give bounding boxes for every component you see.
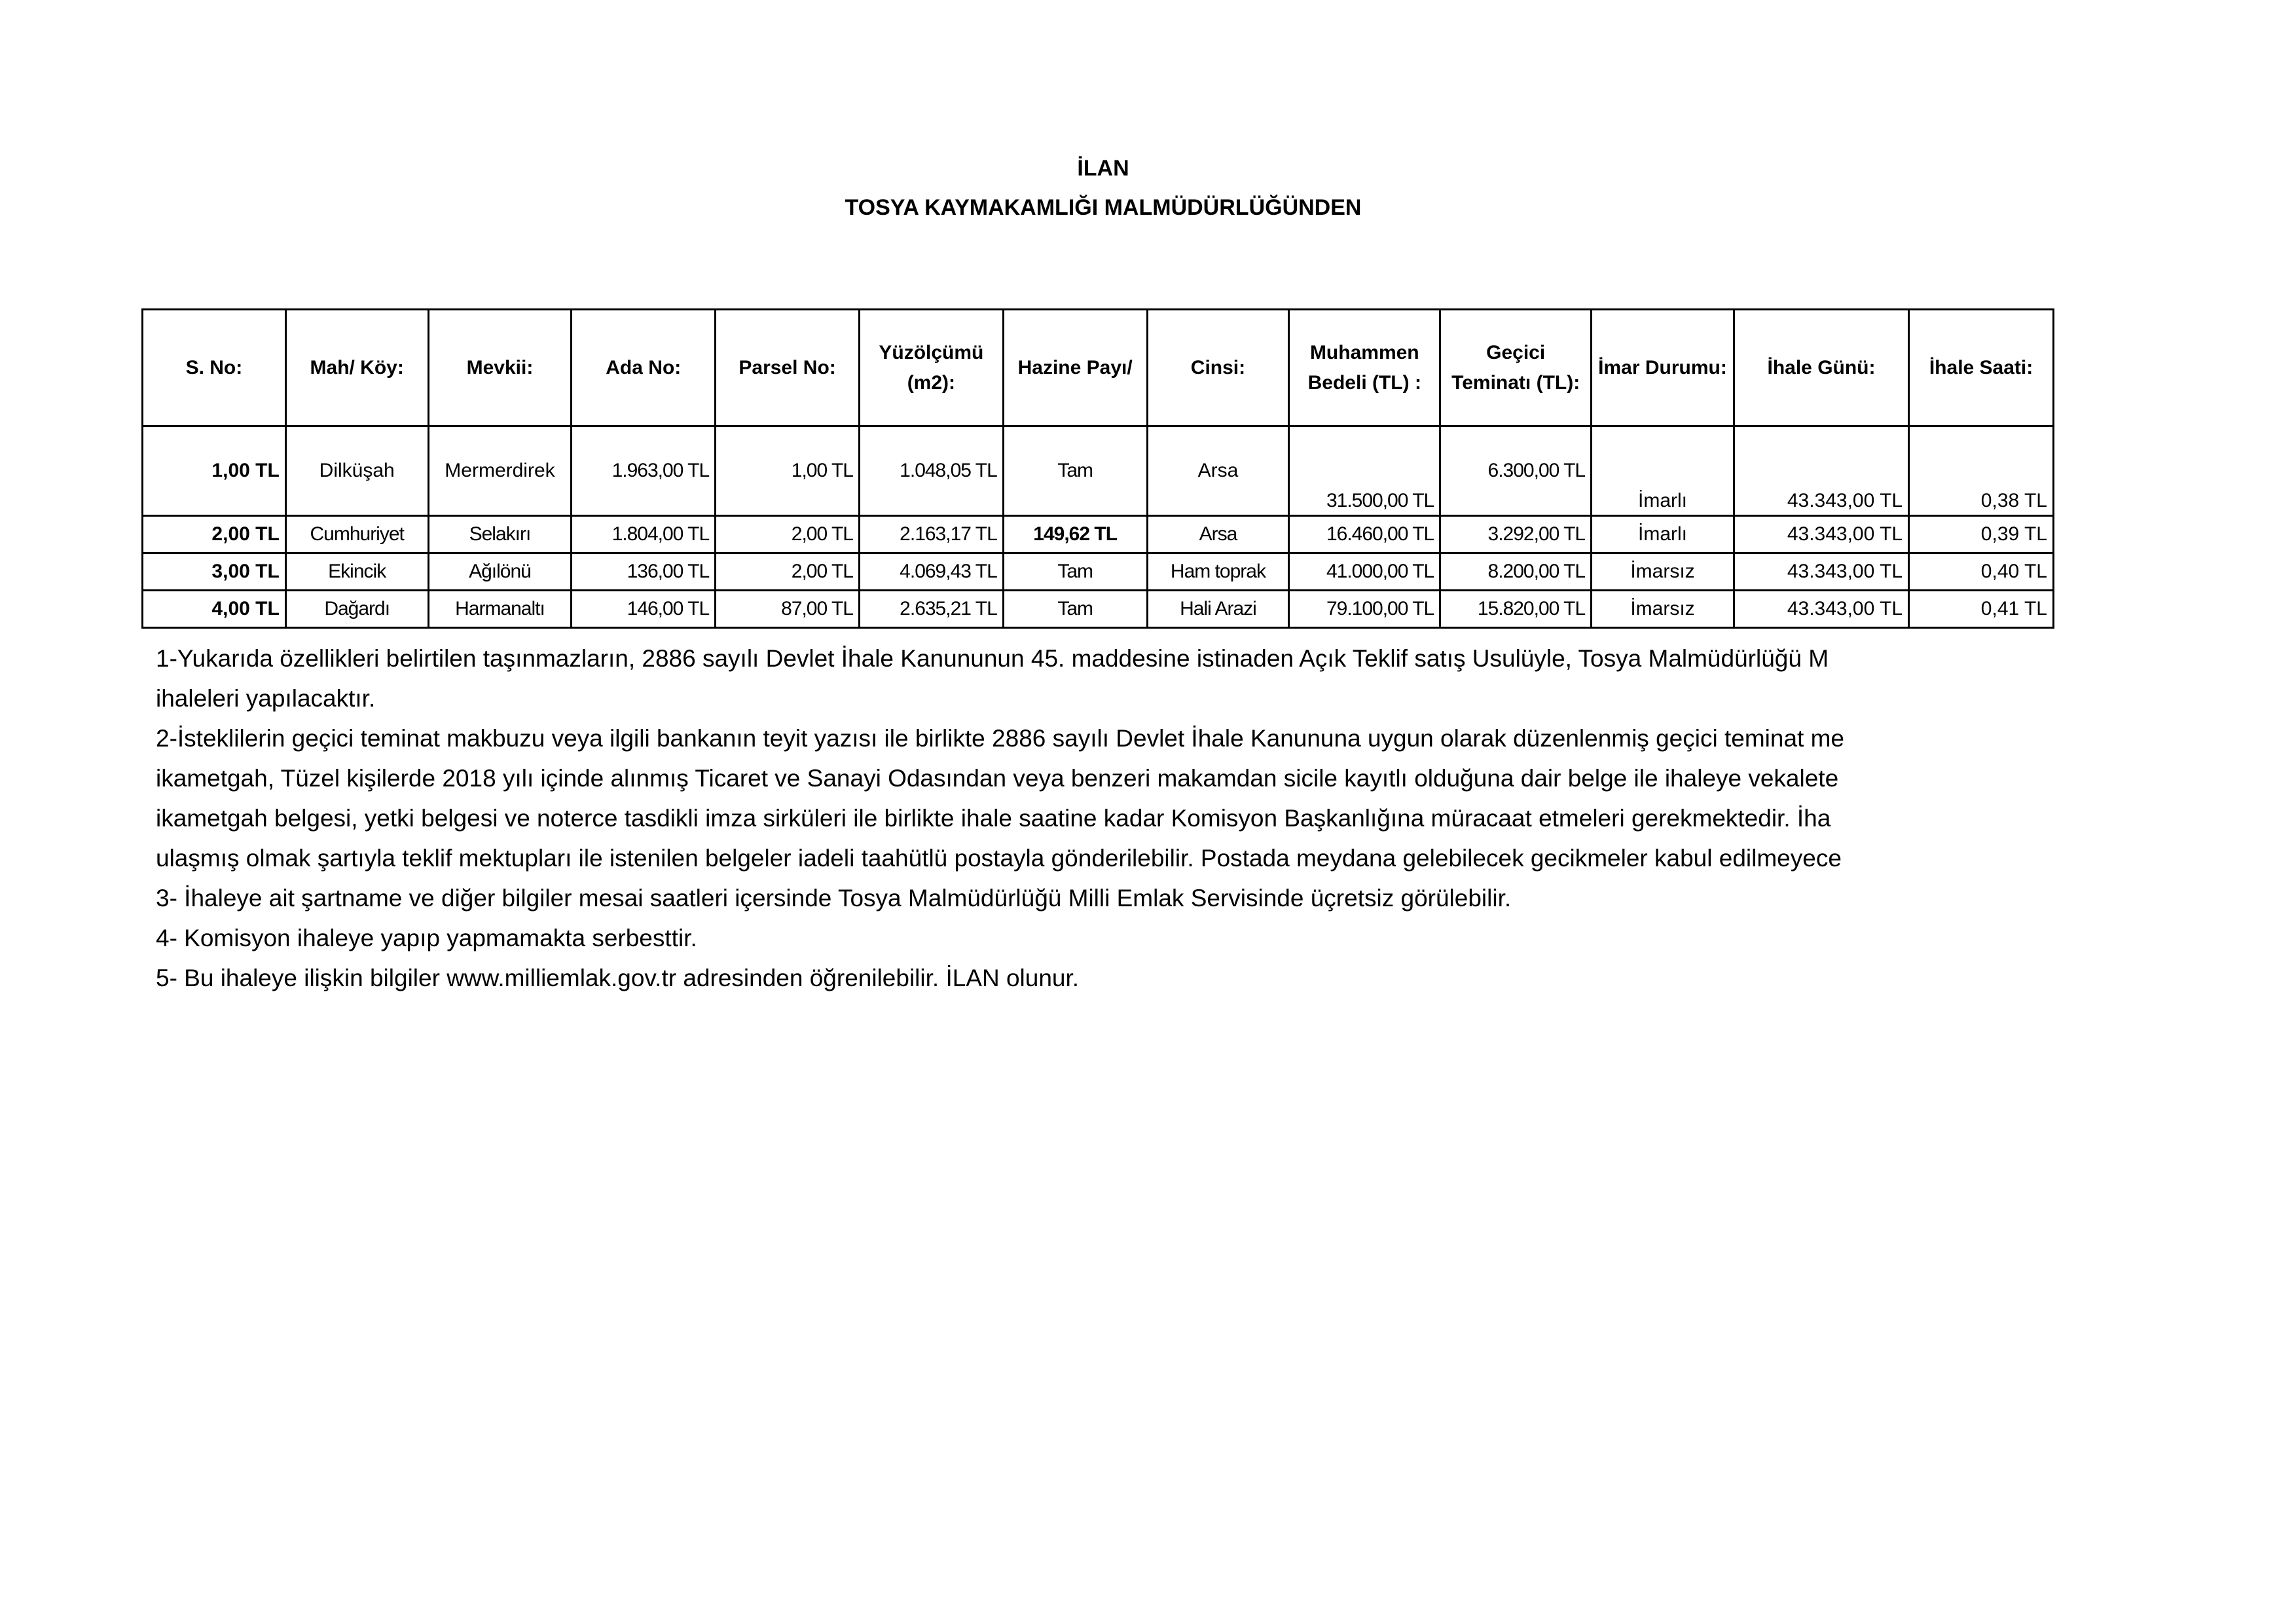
cell-hazine: Tam <box>1003 426 1147 516</box>
header-cell-yuzolcumu: Yüzölçümü (m2): <box>859 310 1003 426</box>
header-cell-sno: S. No: <box>143 310 286 426</box>
cell-imar: İmarlı <box>1592 426 1734 516</box>
note-line: ihaleleri yapılacaktır. <box>156 685 376 712</box>
note-line: ikametgah belgesi, yetki belgesi ve noterce tasdikli imza sirküleri ile birlikte ihale saatine kadar Komisyon Başkanlığına müracaat etmeleri gerekmektedir. İha <box>156 805 1831 832</box>
cell-muhammen: 16.460,00 TL <box>1289 516 1440 553</box>
cell-teminat: 6.300,00 TL <box>1440 426 1592 516</box>
table-row <box>143 426 2054 516</box>
cell-ihale-saati: 0,41 TL <box>1909 591 2054 628</box>
cell-muhammen: 79.100,00 TL <box>1289 591 1440 628</box>
note-line: ikametgah, Tüzel kişilerde 2018 yılı içinde alınmış Ticaret ve Sanayi Odasından veya benzeri makamdan sicile kayıtlı olduğuna dair belge ile ihaleye vekalete <box>156 765 1839 792</box>
cell-teminat: 8.200,00 TL <box>1440 553 1592 591</box>
cell-mahalle: Dağardı <box>285 591 428 628</box>
cell-mevkii: Harmanaltı <box>428 591 572 628</box>
cell-ihale-saati: 0,38 TL <box>1909 426 2054 516</box>
cell-parsel: 2,00 TL <box>716 516 860 553</box>
cell-cinsi: Ham toprak <box>1147 553 1289 591</box>
cell-mevkii: Ağılönü <box>428 553 572 591</box>
header-cell-teminat: Geçici Teminatı (TL): <box>1440 310 1592 426</box>
cell-ada: 1.804,00 TL <box>572 516 716 553</box>
cell-imar: İmarsız <box>1592 553 1734 591</box>
auction-table <box>141 308 2054 629</box>
cell-ihale-gunu: 43.343,00 TL <box>1734 553 1908 591</box>
header-cell-hazine: Hazine Payı/ <box>1003 310 1147 426</box>
note-line: 3- İhaleye ait şartname ve diğer bilgiler mesai saatleri içersinde Tosya Malmüdürlüğü Milli Emlak Servisinde üçretsiz görülebilir. <box>156 885 1512 912</box>
header-cell-ada: Ada No: <box>572 310 716 426</box>
cell-ihale-gunu: 43.343,00 TL <box>1734 516 1908 553</box>
cell-imar: İmarlı <box>1592 516 1734 553</box>
table-row <box>143 553 2054 591</box>
cell-teminat: 15.820,00 TL <box>1440 591 1592 628</box>
cell-sno: 2,00 TL <box>143 516 286 553</box>
note-line: 2-İsteklilerin geçici teminat makbuzu veya ilgili bankanın teyit yazısı ile birlikte 2886 sayılı Devlet İhale Kanununa uygun olarak düzenlenmiş geçici teminat me <box>156 725 1844 752</box>
cell-cinsi: Arsa <box>1147 516 1289 553</box>
header-cell-cinsi: Cinsi: <box>1147 310 1289 426</box>
cell-hazine: 149,62 TL <box>1003 516 1147 553</box>
cell-hazine: Tam <box>1003 591 1147 628</box>
header-cell-parsel: Parsel No: <box>716 310 860 426</box>
notes-section <box>156 638 2054 998</box>
cell-sno: 1,00 TL <box>143 426 286 516</box>
cell-ihale-saati: 0,40 TL <box>1909 553 2054 591</box>
header-cell-ihale-saati: İhale Saati: <box>1909 310 2054 426</box>
cell-ihale-gunu: 43.343,00 TL <box>1734 426 1908 516</box>
cell-ihale-gunu: 43.343,00 TL <box>1734 591 1908 628</box>
header-cell-ihale-gunu: İhale Günü: <box>1734 310 1908 426</box>
cell-muhammen: 41.000,00 TL <box>1289 553 1440 591</box>
cell-imar: İmarsız <box>1592 591 1734 628</box>
cell-ada: 1.963,00 TL <box>572 426 716 516</box>
cell-yuzolcumu: 4.069,43 TL <box>859 553 1003 591</box>
note-line: 1-Yukarıda özellikleri belirtilen taşınmazların, 2886 sayılı Devlet İhale Kanununun 45. maddesine istinaden Açık Teklif satış Usulüyle, Tosya Malmüdürlüğü M <box>156 645 1829 672</box>
cell-cinsi: Arsa <box>1147 426 1289 516</box>
cell-yuzolcumu: 2.635,21 TL <box>859 591 1003 628</box>
cell-yuzolcumu: 2.163,17 TL <box>859 516 1003 553</box>
cell-ihale-saati: 0,39 TL <box>1909 516 2054 553</box>
cell-parsel: 1,00 TL <box>716 426 860 516</box>
cell-yuzolcumu: 1.048,05 TL <box>859 426 1003 516</box>
cell-ada: 136,00 TL <box>572 553 716 591</box>
note-line: 5- Bu ihaleye ilişkin bilgiler www.milliemlak.gov.tr adresinden öğrenilebilir. İLAN olunur. <box>156 965 1080 991</box>
cell-teminat: 3.292,00 TL <box>1440 516 1592 553</box>
table-header-row <box>143 310 2054 426</box>
table-row <box>143 516 2054 553</box>
header-cell-mahalle: Mah/ Köy: <box>285 310 428 426</box>
cell-mahalle: Cumhuriyet <box>285 516 428 553</box>
cell-parsel: 87,00 TL <box>716 591 860 628</box>
cell-muhammen: 31.500,00 TL <box>1289 426 1440 516</box>
note-line: ulaşmış olmak şartıyla teklif mektupları ile istenilen belgeler iadeli taahütlü postayla gönderilebilir. Postada meydana gelebilecek gecikmeler kabul edilmeyece <box>156 845 1842 872</box>
page-subtitle: TOSYA KAYMAKAMLIĞI MALMÜDÜRLÜĞÜNDEN <box>845 195 1362 220</box>
header-cell-imar: İmar Durumu: <box>1592 310 1734 426</box>
cell-hazine: Tam <box>1003 553 1147 591</box>
cell-sno: 3,00 TL <box>143 553 286 591</box>
table-row <box>143 591 2054 628</box>
cell-ada: 146,00 TL <box>572 591 716 628</box>
cell-sno: 4,00 TL <box>143 591 286 628</box>
page-title: İLAN <box>1077 156 1129 181</box>
cell-mahalle: Dilküşah <box>285 426 428 516</box>
cell-parsel: 2,00 TL <box>716 553 860 591</box>
cell-cinsi: Hali Arazi <box>1147 591 1289 628</box>
header-cell-muhammen: Muhammen Bedeli (TL) : <box>1289 310 1440 426</box>
note-line: 4- Komisyon ihaleye yapıp yapmamakta serbesttir. <box>156 925 697 951</box>
header-cell-mevkii: Mevkii: <box>428 310 572 426</box>
cell-mevkii: Selakırı <box>428 516 572 553</box>
cell-mahalle: Ekincik <box>285 553 428 591</box>
cell-mevkii: Mermerdirek <box>428 426 572 516</box>
